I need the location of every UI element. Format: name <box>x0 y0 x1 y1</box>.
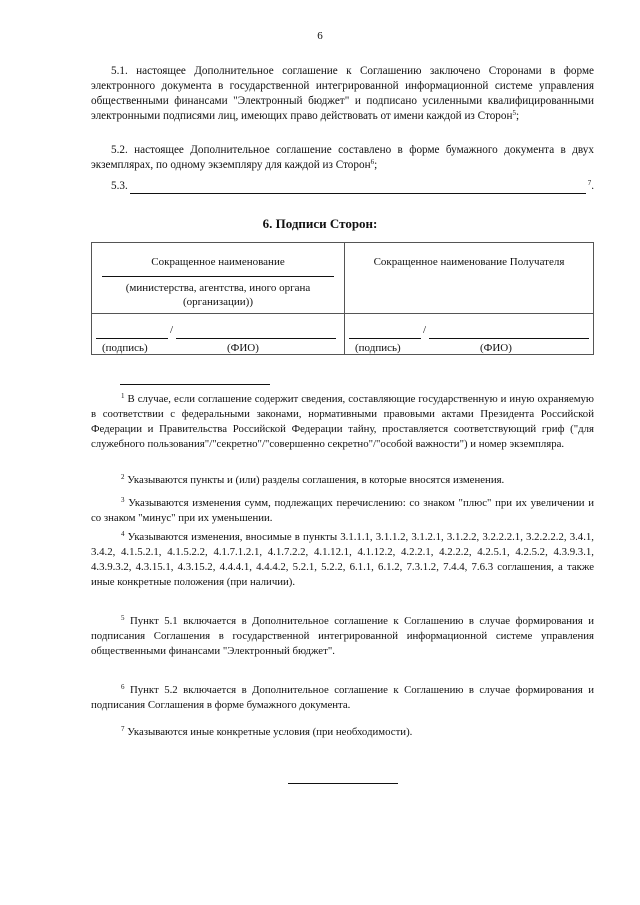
footnote-separator <box>120 384 270 385</box>
paragraph-text: 5.1. настоящее Дополнительное соглашение к Соглашению заключено Сторонами в форме электронного документа в государственной интегрированной информационной системе управления общественными финансами "Электронный бюджет" и подписано усиленными квалифицированными электронными подписями лиц, имеющих право действовать от имени каждой из Сторон <box>91 65 594 122</box>
grantor-name-note: (министерства, агентства, иного органа (организации)) <box>125 282 311 308</box>
footnote-text: Указываются иные конкретные условия (при необходимости). <box>127 726 413 738</box>
grantor-name-label: Сокращенное наименование <box>151 256 285 268</box>
footnote-5 <box>91 614 594 659</box>
page-number: 6 <box>317 30 323 42</box>
paragraph-5-1 <box>91 64 594 124</box>
footnote-mark: 4 <box>121 530 125 538</box>
grantor-name-line <box>102 276 334 277</box>
signature-caption: (подпись) <box>102 342 148 354</box>
signature-slash: / <box>423 324 427 336</box>
fio-caption: (ФИО) <box>227 342 259 354</box>
paragraph-tail: ; <box>374 159 378 171</box>
footnote-ref: 5 <box>512 109 516 117</box>
fio-line <box>176 328 336 339</box>
footnote-text: В случае, если соглашение содержит сведения, составляющие государственную и иную охраняемую в соответствии с федеральными законами, нормативными правовыми актами Президента Российской Федерации и Правительства Российской Федерации тайну, проставляется соответствующий гриф ("для служебного пользования"/"секретно"/"совершенно секретно"/"особой важности") и номер экземпляра. <box>91 393 594 450</box>
footnote-mark: 6 <box>121 683 125 691</box>
signatures-table <box>91 242 594 355</box>
paragraph-text: 5.2. настоящее Дополнительное соглашение составлено в форме бумажного документа в двух экземплярах, по одному экземпляру для каждой из Сторон <box>91 144 594 171</box>
grantor-name-cell <box>92 243 345 314</box>
footnote-6 <box>91 683 594 713</box>
end-separator <box>288 783 398 784</box>
footnote-2 <box>91 473 594 488</box>
footnote-text: Пункт 5.1 включается в Дополнительное соглашение к Соглашению в случае формирования и подписания Соглашения в государственной интегрированной информационной системе управления общественными финансами "Электронный бюджет". <box>91 615 594 657</box>
footnote-7 <box>91 725 594 740</box>
footnote-mark: 1 <box>121 392 125 400</box>
paragraph-tail: ; <box>515 110 520 122</box>
recipient-signature-cell <box>345 314 594 355</box>
section-title: 6. Подписи Сторон: <box>262 216 378 231</box>
paragraph-5-3 <box>111 179 594 194</box>
grantor-signature-cell <box>92 314 345 355</box>
fio-caption: (ФИО) <box>480 342 512 354</box>
footnote-text: Указываются изменения сумм, подлежащих перечислению: со знаком "плюс" при их увеличении и со знаком "минус" при их уменьшении. <box>91 497 594 524</box>
signature-slash: / <box>170 324 174 336</box>
recipient-name-label: Сокращенное наименование Получателя <box>373 256 565 268</box>
signature-caption: (подпись) <box>355 342 401 354</box>
blank-fill-line <box>130 182 586 194</box>
footnote-mark: 3 <box>121 496 125 504</box>
footnote-3 <box>91 496 594 526</box>
footnote-mark: 2 <box>121 473 125 481</box>
signature-line <box>349 328 421 339</box>
paragraph-tail: . <box>591 180 594 192</box>
fio-line <box>429 328 589 339</box>
footnote-1 <box>91 392 594 452</box>
footnote-ref: 6 <box>370 158 375 166</box>
recipient-name-cell <box>345 243 594 314</box>
footnote-4 <box>91 530 594 590</box>
paragraph-label: 5.3. <box>111 180 128 192</box>
paragraph-5-2 <box>91 143 594 173</box>
footnote-text: Указываются пункты и (или) разделы соглашения, в которые вносятся изменения. <box>127 474 505 486</box>
footnote-mark: 5 <box>121 614 125 622</box>
signature-line <box>96 328 168 339</box>
footnote-text: Указываются изменения, вносимые в пункты 3.1.1.1, 3.1.1.2, 3.1.2.1, 3.1.2.2, 3.2.2.2.1, 3.2.2.2.2, 3.4.1, 3.4.2, 4.1.5.2.1, 4.1.5.2.2, 4.1.7.1.2.1, 4.1.7.2.2, 4.1.12.1, 4.1.12.2, 4.2.2.1, 4.2.2.2, 4.2.5.1, 4.2.5.2, 4.3.9.3.1, 4.3.9.3.2, 4.3.15.1, 4.3.15.2, 4.4.4.1, 4.4.4.2, 5.2.1, 5.2.2, 6.1.1, 6.1.2, 7.3.1.2, 7.4.4, 7.6.3 соглашения, а также иные конкретные положения (при наличии). <box>91 531 594 588</box>
footnote-ref: 7 <box>587 179 592 187</box>
footnote-text: Пункт 5.2 включается в Дополнительное соглашение к Соглашению в случае формирования и подписания Соглашения в форме бумажного документа. <box>91 684 594 711</box>
footnote-mark: 7 <box>121 725 125 733</box>
